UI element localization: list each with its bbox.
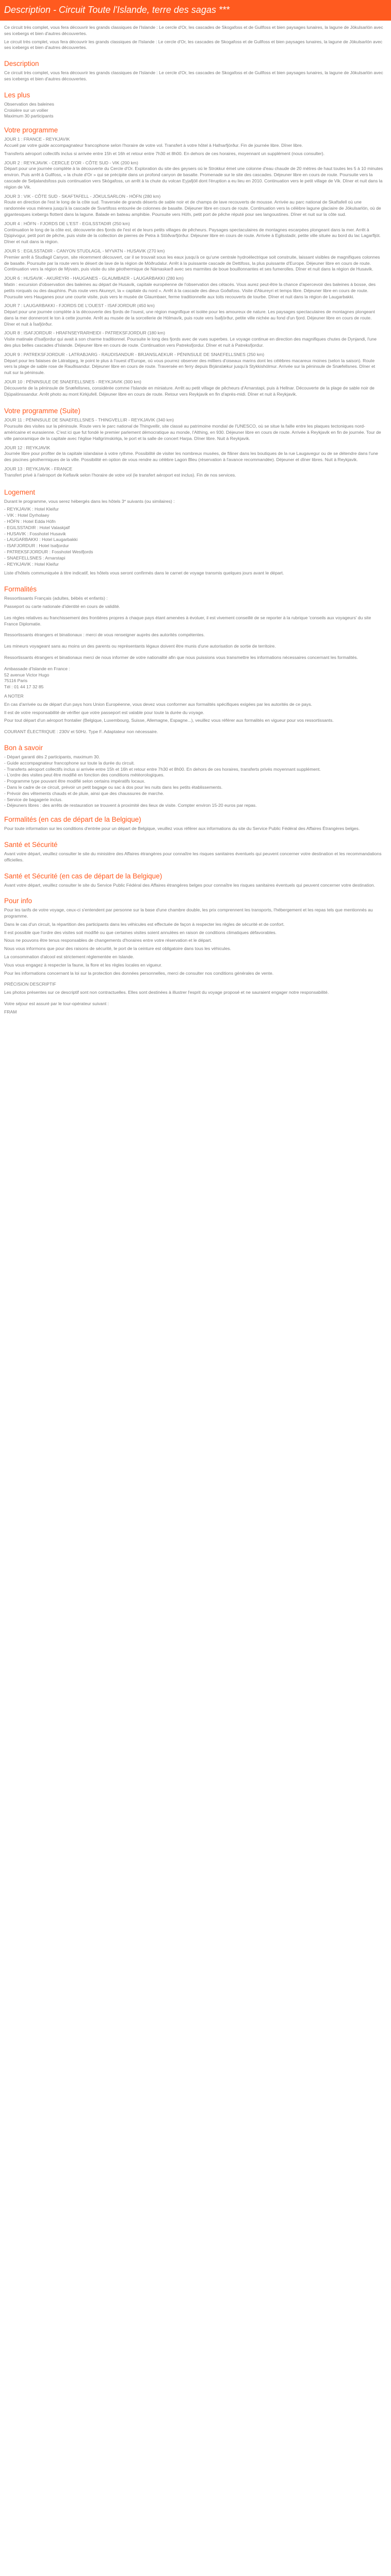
logement-intro: Durant le programme, vous serez hébergés dans les hôtels 3* suivants (ou similaires) : (4, 498, 175, 504)
embassy-line: Tél : 01 44 17 32 85 (4, 684, 44, 690)
operator-line: Votre séjour est assuré par le tour-opérateur suivant : (4, 1001, 109, 1007)
pour-info-paragraph: Pour les tarifs de votre voyage, ceux-ci s'entendent par personne sur la base d'une chambre double, les prix comprennent les transports, l'hébergement et les repas tels que mentionnés au programme. (4, 907, 373, 919)
formalites-paragraph: Passeport ou carte nationale d'identité en cours de validité. (4, 603, 120, 609)
day-paragraph: Départ pour une journée complète à la découverte des fjords de l'ouest, une région magnifique et isolée pour les amoureux de nature. Les paysages spectaculaires de montagnes plongeant dans la mer donneront le ton à cette journée. Arrêt au musée de la sorcellerie de Hólmavík, puis route vers Ísafjörður, petite ville nichée au fond d'un fjord. Déjeuner libre en cours de route. Dîner et nuit à Ísafjörður. (4, 309, 375, 327)
day-title: JOUR 2 : REYKJAVIK - CERCLE D'OR - CÔTE SUD - VIK (200 km) (4, 160, 138, 165)
day-paragraph: Premier arrêt à Studlagil Canyon, site récemment découvert, car il se trouvait sous les eaux jusqu'à ce qu'une centrale hydroélectrique soit construite, laissant visibles de magnifiques colonnes de basalte. Poursuite par la route vers le désert de lave de la région de Möðrudalur. Arrêt à la puissante cascade de Dettifoss, la plus puissante d'Europe. Déjeuner libre en cours de route. Continuation vers la région de Mývatn, puis visite du site géothermique de Námaskarð avec ses marmites de boue bouillonnantes et ses fumerolles. Dîner et nuit dans la région de Husavik. (4, 254, 380, 272)
day-title: JOUR 11 : PÉNINSULE DE SNAEFELLSNES - THINGVELLIR - REYKJAVIK (340 km) (4, 417, 174, 423)
day-block (4, 137, 383, 157)
list-item: - Prévoir des vêtements chauds et de pluie, ainsi que des chaussures de marche. (4, 790, 165, 796)
nota-heading: A NOTER (4, 693, 24, 699)
plus-heading: Les plus (4, 91, 30, 99)
formalites-paragraph: Ressortissants étrangers et binationaux : merci de vous renseigner auprès des autorités compétentes. (4, 632, 205, 638)
day-paragraph: Matin : excursion d'observation des baleines au départ de Husavik, capitale européenne de l'observation des cétacés. Vous aurez peut-être la chance d'apercevoir des baleines à bosse, des petits rorquals ou des dauphins. Puis route vers Akureyri, la « capitale du nord ». Arrêt à la cascade des dieux Goðafoss. Visite d'Akureyri et temps libre. Déjeuner libre en cours de route. Poursuite vers Hauganes pour une courte visite, puis vers le musée de Glaumbaer, ferme traditionnelle aux toits recouverts de tourbe. Dîner et nuit dans la région de Laugarbakki. (4, 281, 376, 299)
day-paragraph: Découverte de la péninsule de Snæfellsnes, considérée comme l'Islande en miniature. Arrêt au petit village de pêcheurs d'Arnarstapi, puis à Hellnar. Découverte de la plage de sable noir de Djúpalónssandur. Arrêt photo au mont Kirkjufell. Déjeuner libre en cours de route. Retour vers Reykjavik en fin d'après-midi. Dîner et nuit à Reykjavik. (4, 385, 374, 397)
day-paragraph: Transferts aéroport collectifs inclus si arrivée entre 15h et 16h et retour entre 7h30 et 8h00. En dehors de ces horaires, moyennant un supplément (nous consulter). (4, 150, 325, 156)
day-paragraph: Accueil par votre guide accompagnateur francophone selon l'horaire de votre vol. Transfert à votre hôtel à Hafnarfjörður. Fin de journée libre. Dîner libre. (4, 142, 303, 148)
formalites-belgique-text: Pour toute information sur les conditions d'entrée pour un départ de Belgique, veuillez vous référer aux informations du site du Service Public Fédéral des Affaires Étrangères belges. (4, 826, 360, 832)
day-title: JOUR 13 : REYKJAVIK - FRANCE (4, 466, 73, 472)
list-item: - Déjeuners libres : des arrêts de restauration se trouvent à proximité des lieux de visite. Compter environ 15-20 euros par repas. (4, 803, 257, 808)
formalites-minors-note: Les mineurs voyageant sans au moins un des parents ou représentants légaux doivent être munis d'une autorisation de sortie de territoire. (4, 643, 276, 649)
list-item: Maximum 30 participants (4, 113, 54, 119)
pour-info-paragraph: Nous vous informons que pour des raisons de sécurité, le port de la ceinture est obligatoire dans tous les véhicules. (4, 946, 231, 952)
day-block (4, 330, 383, 348)
day-paragraph: Route en direction de l'est le long de la côte sud. Traversée de grands déserts de sable noir et de champs de lave recouverts de mousse. Arrivée au parc national de Skaftafell où une randonnée vous mènera jusqu'à la cascade de Svartifoss entourée de colonnes de basalte. Déjeuner libre en cours de route. Continuation vers la célèbre lagune glaciaire de Jökulsarlón, où de gigantesques icebergs flottent dans la lagune. Balade en bateau amphibie. Poursuite vers Höfn, petit port de pêche réputé pour ses langoustines. Dîner et nuit sur la côte sud. (4, 199, 381, 217)
list-item: Croisière sur un voilier (4, 107, 48, 113)
day-paragraph: Transfert privé à l'aéroport de Keflavik selon l'horaire de votre vol (le transfert aéroport est inclus). Fin de nos services. (4, 472, 236, 478)
formalites-heading: Formalités (4, 585, 37, 594)
page-title: Description - Circuit Toute l'Islande, terre des sagas *** (4, 5, 230, 15)
sante-heading: Santé et Sécurité (4, 840, 58, 849)
bon-savoir-heading: Bon à savoir (4, 743, 43, 752)
day-block (4, 276, 383, 300)
list-item: - L'ordre des visites peut être modifié en fonction des conditions météorologiques. (4, 772, 165, 778)
list-item: - Programme type pouvant être modifié selon certains impératifs locaux. (4, 778, 145, 784)
hotel-item: - HÖFN : Hotel Edda Höfn (4, 519, 56, 524)
hotel-item: - EGILSSTADIR : Hotel Valaskjalf (4, 524, 70, 530)
list-item: - Service de bagagerie inclus. (4, 796, 63, 802)
embassy-line: 75116 Paris (4, 678, 28, 684)
day-title: JOUR 6 : HUSAVIK - AKUREYRI - HAUGANES - GLAUMBAER - LAUGARBAKKI (280 km) (4, 276, 184, 281)
list-item: Observation des baleines (4, 101, 54, 107)
hotel-list (4, 506, 383, 567)
list-item: - Transferts aéroport collectifs inclus si arrivée entre 15h et 16h et retour entre 7h30 et 8h00. En dehors de ces horaires, transferts privés moyennant supplément. (4, 766, 321, 772)
day-block (4, 445, 383, 463)
hotel-item: - REYKJAVIK : Hotel Kleifur (4, 561, 59, 567)
nota-paragraph: En cas d'arrivée ou de départ d'un pays hors Union Européenne, vous devez vous conformer aux formalités spécifiques exigées par les autorités de ce pays. (4, 701, 313, 707)
list-item: - Guide accompagnateur francophone sur toute la durée du circuit. (4, 760, 135, 766)
day-block (4, 248, 383, 273)
day-paragraph: Journée libre pour profiter de la capitale islandaise à votre rythme. Possibilité de visiter les nombreux musées, de flâner dans les boutiques de la rue Laugavegur ou de se détendre dans l'une des piscines géothermiques de la ville. Possibilité en option de vous rendre au célèbre Lagon Bleu (réservation à l'avance recommandée). Déjeuner et dîner libres. Nuit à Reykjavik. (4, 451, 378, 463)
formalites-belgique-heading: Formalités (en cas de départ de la Belgique) (4, 816, 141, 824)
hotel-item: - LAUGARBAKKI : Hotel Laugarbakki (4, 537, 78, 543)
nota-paragraph: Il est de votre responsabilité de vérifier que votre passeport est valable pour toute la durée du voyage. (4, 709, 204, 715)
formalites-foreigners-note: Ressortissants étrangers et binationaux merci de nous informer de votre nationalité afin que nous puissions vous transmettre les informations nécessaires concernant les formalités. (4, 654, 358, 660)
programme-days (4, 137, 383, 397)
hotel-item: - HUSAVIK : Fosshotel Husavik (4, 531, 66, 536)
sante-belgique-heading: Santé et Sécurité (en cas de départ de la Belgique) (4, 872, 162, 880)
day-block (4, 352, 383, 376)
day-paragraph: Visite matinale d'Isafjordur qui avait à son charme traditionnel. Poursuite le long des fjords avec de vues superbes. Le voyage continue en direction des magnifiques chutes de Dynjandi, l'une des plus belles cascades d'Islande. Déjeuner libre en cours de route. Continuation vers Patreksfjordur. Dîner et nuit à Patreksfjordur. (4, 336, 377, 348)
embassy-address (4, 666, 383, 690)
day-block (4, 160, 383, 191)
day-paragraph: Départ pour les falaises de Látrabjarg, le point le plus à l'ouest d'Europe, où vous pourrez observer des milliers d'oiseaux marins dont les célèbres macareux moines (selon la saison). Route vers la plage de sable rose de Rauðisandur. Déjeuner libre en cours de route. Traversée en ferry depuis Brjánslækur jusqu'à Stykkishólmur. Arrivée sur la péninsule de Snæfellsnes. Dîner et nuit sur la péninsule. (4, 358, 376, 376)
pour-info-paragraphs (4, 907, 383, 976)
hotel-item: - VIK : Hotel Dyrholaey (4, 513, 50, 518)
pour-info-paragraph: Dans le cas d'un circuit, la répartition des participants dans les véhicules est effectuée de façon à respecter les règles de sécurité et de confort. (4, 921, 285, 927)
day-paragraph: Continuation le long de la côte est, découverte des fjords de l'est et de leurs petits villages de pêcheurs. Paysages spectaculaires de montagnes escarpées plongeant dans la mer. Arrêt à Djúpivogur, petit port de pêche, puis visite de la collection de pierres de Petra à Stöðvarfjörður. Déjeuner libre en cours de route. Arrivée à Egilsstadir, petite ville située au bord du lac Lagarfljót. Dîner et nuit dans la région. (4, 227, 381, 245)
day-paragraph: Poursuite des visites sur la péninsule. Route vers le parc national de Thingvellir, site classé au patrimoine mondial de l'UNESCO, où se situe la faille entre les plaques tectoniques nord-américaine et eurasienne. C'est ici que fut fondé le premier parlement démocratique au monde, l'Althing, en 930. Déjeuner libre en cours de route. Arrivée à Reykjavik en fin de journée. Tour de ville panoramique de la capitale avec l'église Hallgrímskirkja, le port et la salle de concert Harpa. Dîner libre. Nuit à Reykjavik. (4, 423, 381, 441)
day-title: JOUR 12 : REYKJAVIK (4, 445, 51, 450)
day-title: JOUR 10 : PÉNINSULE DE SNAEFELLSNES - REYKJAVIK (300 km) (4, 379, 141, 385)
embassy-line: Ambassade d'Islande en France : (4, 666, 70, 671)
precision-heading: PRÉCISION DESCRIPTIF (4, 981, 56, 987)
precision-text: Les photos présentes sur ce descriptif sont non contractuelles. Elles sont destinées à illustrer l'esprit du voyage proposé et ne sauraient engager notre responsabilité. (4, 990, 329, 995)
hotel-item: - REYKJAVIK : Hotel Kleifur (4, 506, 59, 512)
bon-savoir-list (4, 754, 383, 809)
day-title: JOUR 3 : VIK - CÔTE SUD - SKAFTAFELL - JÖKULSARLON - HÖFN (280 km) (4, 193, 161, 199)
hotel-item: - PATREKSFJORDUR : Fosshotel Westfjords (4, 549, 93, 554)
intro-paragraph-2: Le circuit très complet, vous fera découvrir les grands classiques de l'Islande : Le cercle d'Or, les cascades de Skogafoss et de Gullfoss et bien paysages lunaires, la lagune de Jökulsarlón avec ses icebergs et bien d'autres découvertes. (4, 39, 383, 50)
pour-info-heading: Pour info (4, 897, 32, 905)
content (4, 25, 383, 1018)
description-heading: Description (4, 60, 39, 68)
pour-info-paragraph: Nous ne pouvons être tenus responsables de changements d'horaires entre votre réservation et le départ. (4, 938, 212, 943)
day-title: JOUR 5 : EGILSSTADIR - CANYON STUDLAGIL - MYVATN - HUSAVIK (270 km) (4, 248, 165, 253)
day-paragraph: Départ pour une journée complète à la découverte du Cercle d'Or. Exploration du site des geysers où le Strokkur émet une colonne d'eau chaude de 20 mètres de haut toutes les 5 à 10 minutes environ. Puis arrêt à Gullfoss, « la chute d'Or » qui se précipite dans un profond canyon de basalte. Promenade sur le site des cascades. Déjeuner libre en cours de route. Poursuite vers la cascade de Seljalandsfoss puis continuation vers Skógafoss, un arrêt à la chute du volcan Eyjafjöll dont l'éruption a eu lieu en 2010. Continuation vers le petit village de Vik. Dîner et nuit dans la région de Vik. (4, 166, 383, 190)
intro-paragraph-1: Ce circuit très complet, vous fera découvrir les grands classiques de l'Islande : Le cercle d'Or, les cascades de Skogafoss et de Gullfoss et bien paysages lunaires, la lagune de Jökulsarlón avec ses icebergs et bien d'autres découvertes. (4, 25, 383, 36)
day-title: JOUR 9 : PATREKSFJORDUR - LATRABJARG - RAUDISANDUR - BRJANSLAEKUR - PÉNINSULE DE SNAEFELLSNES (250 km) (4, 351, 265, 357)
sante-text: Avant votre départ, veuillez consulter le site du ministère des Affaires étrangères pour connaître les risques sanitaires éventuels qui peuvent concerner votre destination et les recommandations officielles. (4, 851, 382, 862)
day-title: JOUR 4 : HÖFN - FJORDS DE L'EST - EGILSSTADIR (250 km) (4, 221, 130, 226)
formalites-paragraph: Les règles relatives au franchissement des frontières propres à chaque pays étant amenées à évoluer, il est vivement conseillé de se reporter à la rubrique 'conseils aux voyageurs' du site France Diplomatie. (4, 615, 371, 626)
operator-name: FRAM (4, 1009, 17, 1014)
day-title: JOUR 1 : FRANCE - REYKJAVIK (4, 137, 70, 142)
pour-info-paragraph: Pour les informations concernant la loi sur la protection des données personnelles, merci de consulter nos conditions générales de vente. (4, 970, 274, 976)
hotel-item: - ISAFJORDUR : Hotel Isafjordur (4, 543, 69, 549)
day-block (4, 466, 383, 479)
hotel-item: - SNAEFELLSNES : Arnarstapi (4, 555, 66, 561)
programme-suite-heading: Votre programme (Suite) (4, 407, 80, 415)
day-block (4, 379, 383, 397)
nota-paragraph: Pour tout départ d'un aéroport frontalier (Belgique, Luxembourg, Suisse, Allemagne, Espagne...), veuillez vous référer aux formalités en vigueur pour vos ressortissants. (4, 718, 334, 723)
day-title: JOUR 7 : LAUGARBAKKI - FJORDS DE L'OUEST - ISAFJORDUR (450 km) (4, 303, 155, 309)
list-item: - Départ garanti dès 2 participants, maximum 30. (4, 754, 100, 759)
pour-info-paragraph: La consommation d'alcool est strictement réglementée en Islande. (4, 954, 134, 960)
day-block (4, 417, 383, 442)
pour-info-paragraph: Vous vous engagez à respecter la faune, la flore et les règles locales en vigueur. (4, 962, 162, 968)
day-block (4, 221, 383, 245)
day-block (4, 303, 383, 327)
pour-info-paragraph: Il est possible que l'ordre des visites soit modifié ou que certaines visites soient annulées en raison de conditions climatiques défavorables. (4, 929, 277, 935)
courant-electrique: COURANT ÉLECTRIQUE : 230V et 50Hz. Type F. Adaptateur non nécessaire. (4, 729, 158, 735)
day-title: JOUR 8 : ISAFJORDUR - HRAFNSEYRARHEIDI - PATREKSFJORDUR (180 km) (4, 330, 165, 336)
day-block (4, 194, 383, 218)
plus-list (4, 101, 383, 120)
programme-heading: Votre programme (4, 126, 58, 134)
description-text: Ce circuit très complet, vous fera découvrir les grands classiques de l'Islande : Le cercle d'Or, les cascades de Skogafoss et de Gullfoss et bien paysages lunaires, la lagune de Jökulsarlón avec ses icebergs et bien d'autres découvertes. (4, 70, 383, 81)
list-item: - Dans le cadre de ce circuit, prévoir un petit bagage ou sac à dos pour les nuits dans les petits établissements. (4, 784, 223, 790)
formalites-paragraph: Ressortissants Français (adultes, bébés et enfants) : (4, 596, 108, 601)
sante-belgique-text: Avant votre départ, veuillez consulter le site du Service Public Fédéral des Affaires étrangères belges pour connaître les risques sanitaires éventuels qui peuvent concerner votre destination. (4, 882, 376, 888)
embassy-line: 52 avenue Victor Hugo (4, 672, 50, 677)
programme-suite-days (4, 417, 383, 478)
logement-heading: Logement (4, 488, 36, 496)
title-bar (0, 0, 391, 21)
logement-note: Liste d'hôtels communiquée à titre indicatif, les hôtels vous seront confirmés dans le carnet de voyage transmis quelques jours avant le départ. (4, 570, 284, 576)
